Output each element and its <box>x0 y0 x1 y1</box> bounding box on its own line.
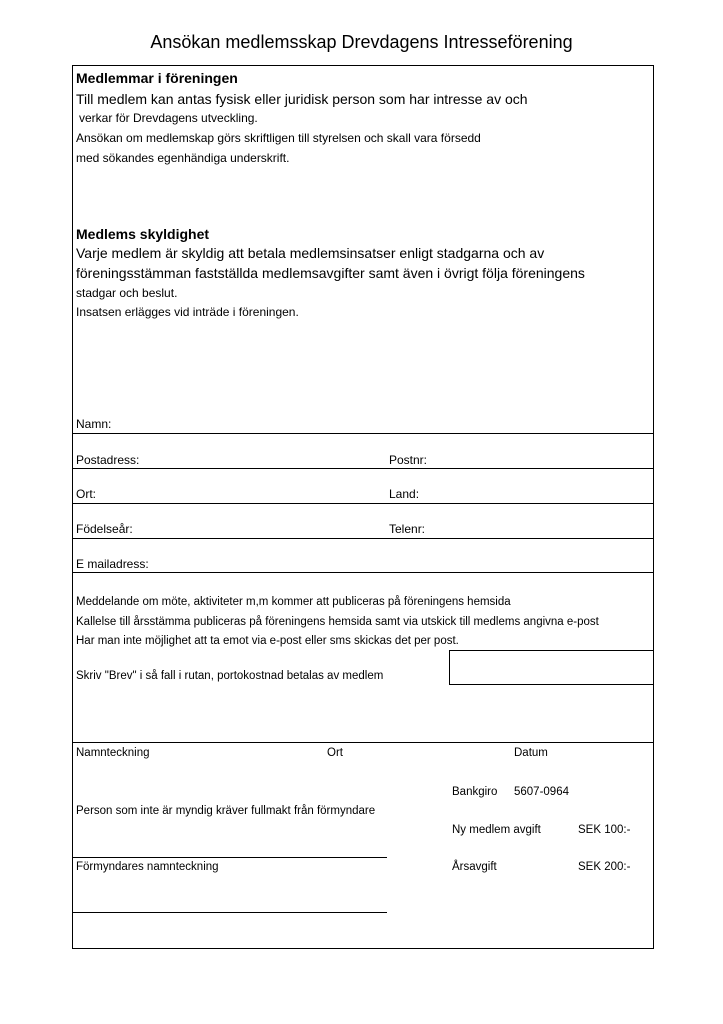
date-label: Datum <box>514 747 548 759</box>
city-label: Ort: <box>76 487 96 501</box>
phone-label: Telenr: <box>389 522 426 536</box>
new-member-fee-label: Ny medlem avgift <box>452 824 541 836</box>
obligation-heading: Medlems skyldighet <box>76 226 210 242</box>
obligation-text-line2: föreningsstämman fastställda medlemsavgifter samt även i övrigt följa föreningens <box>76 265 585 281</box>
place-label: Ort <box>327 747 343 759</box>
notice-line3: Har man inte möjlighet att ta emot via e-post eller sms skickas det per post. <box>76 635 459 647</box>
members-text-line1: Till medlem kan antas fysisk eller juridisk person som har intresse av och <box>76 91 528 107</box>
name-field-line[interactable] <box>72 433 654 434</box>
email-field-line[interactable] <box>72 572 654 573</box>
name-label: Namn: <box>76 417 112 431</box>
postal-address-label: Postadress: <box>76 453 140 467</box>
obligation-text-line4: Insatsen erlägges vid inträde i föreningen. <box>76 305 299 319</box>
postal-code-label: Postnr: <box>389 453 428 467</box>
guardian-note: Person som inte är myndig kräver fullmakt från förmyndare <box>76 805 376 817</box>
members-text-line4: med sökandes egenhändiga underskrift. <box>76 151 290 165</box>
birth-field-line[interactable] <box>72 538 654 539</box>
letter-box-input[interactable] <box>449 650 654 685</box>
country-label: Land: <box>389 487 420 501</box>
city-field-line[interactable] <box>72 503 654 504</box>
members-heading: Medlemmar i föreningen <box>76 70 238 86</box>
annual-fee-label: Årsavgift <box>452 861 497 873</box>
annual-fee: SEK 200:- <box>578 861 631 873</box>
notice-line1: Meddelande om möte, aktiviteter m,m kommer att publiceras på föreningens hemsida <box>76 596 511 608</box>
members-text-line2: verkar för Drevdagens utveckling. <box>79 111 258 125</box>
email-label: E mailadress: <box>76 557 149 571</box>
notice-line2: Kallelse till årsstämma publiceras på föreningens hemsida samt via utskick till medlems angivna e-post <box>76 616 599 628</box>
guardian-note-line[interactable] <box>72 857 387 858</box>
signature-label: Namnteckning <box>76 747 150 759</box>
address-field-line[interactable] <box>72 468 654 469</box>
obligation-text-line3: stadgar och beslut. <box>76 286 178 300</box>
form-title: Ansökan medlemsskap Drevdagens Intresseförening <box>150 32 573 52</box>
birth-year-label: Födelseår: <box>76 522 133 536</box>
members-text-line3: Ansökan om medlemskap görs skriftligen till styrelsen och skall vara försedd <box>76 131 481 145</box>
guardian-signature-line[interactable] <box>72 912 387 913</box>
bankgiro-number: 5607-0964 <box>514 786 569 798</box>
new-member-fee: SEK 100:- <box>578 824 631 836</box>
obligation-text-line1: Varje medlem är skyldig att betala medlemsinsatser enligt stadgarna och av <box>76 245 545 261</box>
signature-section-divider <box>72 742 654 743</box>
bankgiro-label: Bankgiro <box>452 786 498 798</box>
letter-prompt: Skriv "Brev" i så fall i rutan, portokostnad betalas av medlem <box>76 670 384 682</box>
guardian-signature-label: Förmyndares namnteckning <box>76 861 219 873</box>
